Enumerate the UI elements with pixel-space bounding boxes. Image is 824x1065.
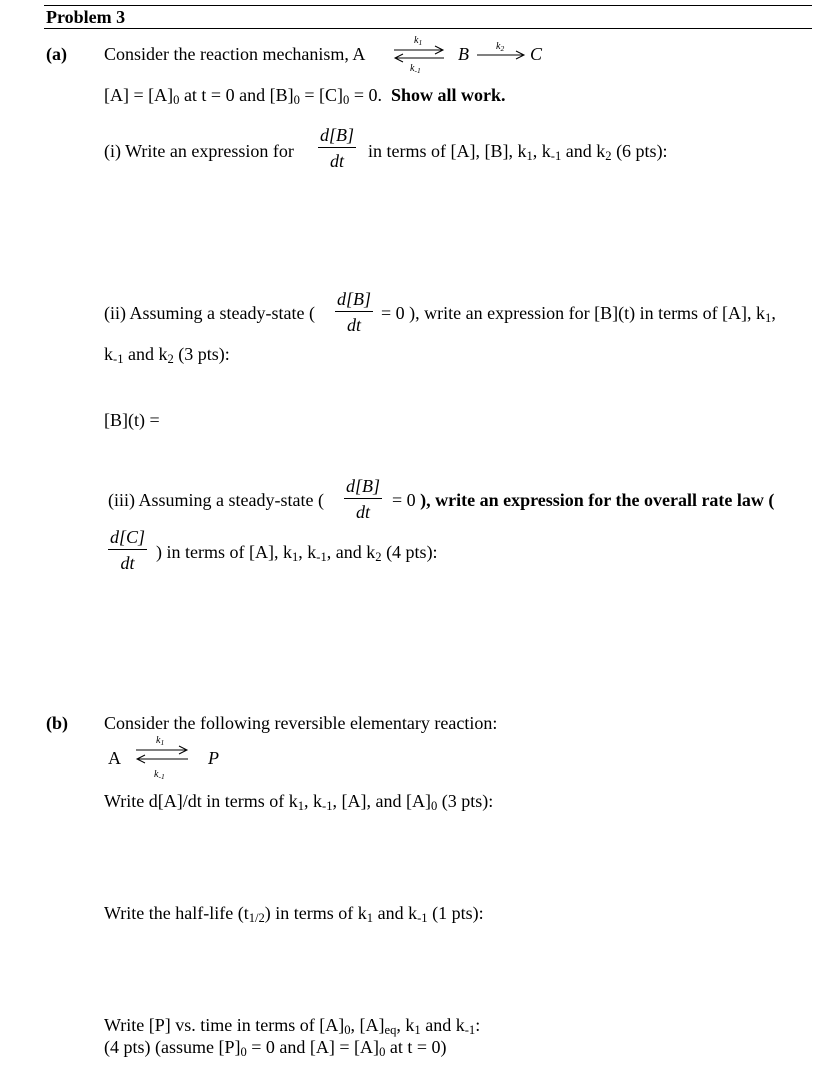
answer-b-of-t: [B](t) =	[104, 410, 160, 430]
k2-label: $k_2$	[496, 41, 505, 53]
question-b-p-vs-time: Write [P] vs. time in terms of $[A]_0$, $[A]_{eq}$, $k_1$ and $k_{-1}$:	[104, 1015, 481, 1038]
top-rule	[44, 5, 812, 6]
question-a-iii-text: (iii) Assuming a steady-state (	[108, 490, 324, 510]
show-work-note: Show all work.	[390, 85, 506, 105]
question-a-ii-line2: $k_{-1}$ and $k_2$ (3 pts):	[104, 344, 230, 367]
problem-title: Problem 3	[46, 7, 126, 27]
initial-conditions: $[A] = [A]_0$ at t = 0 and $[B]_0 = [C]_0 = 0$. Show all work.	[104, 85, 506, 108]
k1-forward-label-b: $k_1$	[156, 735, 165, 747]
question-a-ii-tail: = 0 ), write an expression for [B](t) in terms of [A], $k_1$,	[381, 303, 776, 326]
species-p: P	[208, 748, 219, 768]
question-a-i-tail: in terms of [A], [B], $k_1$, $k_{-1}$ and $k_2$ (6 pts):	[368, 141, 668, 164]
species-c: C	[530, 44, 543, 64]
k1-forward-label: $k_1$	[414, 35, 423, 47]
part-b-label: (b)	[46, 713, 68, 733]
question-b-half-life: Write the half-life $(t_{1/2})$ in terms of $k_1$ and $k_{-1}$ (1 pts):	[104, 903, 484, 926]
question-a-iii-tail: = 0 ), write an expression for the overall rate law (	[392, 490, 775, 510]
fraction-dB-dt-iii: $\frac{d[B]}{dt}$	[346, 476, 381, 522]
question-a-ii-text: (ii) Assuming a steady-state (	[104, 303, 315, 323]
k-1-reverse-label: $k_{-1}$	[410, 63, 421, 75]
fraction-dB-dt-ii: $\frac{d[B]}{dt}$	[337, 289, 372, 335]
species-a: A	[108, 748, 121, 768]
question-a-iii-line2: ) in terms of [A], $k_1$, $k_{-1}$, and $k_2$ (4 pts):	[156, 542, 438, 565]
question-a-i-text: (i) Write an expression for	[104, 141, 294, 161]
fraction-dC-dt: $\frac{d[C]}{dt}$	[110, 527, 146, 573]
part-a-label: (a)	[46, 44, 67, 64]
k-1-reverse-label-b: $k_{-1}$	[154, 769, 165, 781]
question-b-assumptions: (4 pts) (assume $[P]_0 = 0$ and $[A] = [A]_0$ at t = 0)	[104, 1037, 447, 1060]
question-b-rate: Write d[A]/dt in terms of $k_1$, $k_{-1}$, [A], and $[A]_0$ (3 pts):	[104, 791, 494, 814]
part-a-intro: Consider the reaction mechanism, A	[104, 44, 366, 64]
title-rule	[44, 28, 812, 29]
species-b: B	[458, 44, 469, 64]
fraction-dB-dt: $\frac{d[B]}{dt}$	[320, 125, 355, 171]
part-b-intro: Consider the following reversible elementary reaction:	[104, 713, 498, 733]
